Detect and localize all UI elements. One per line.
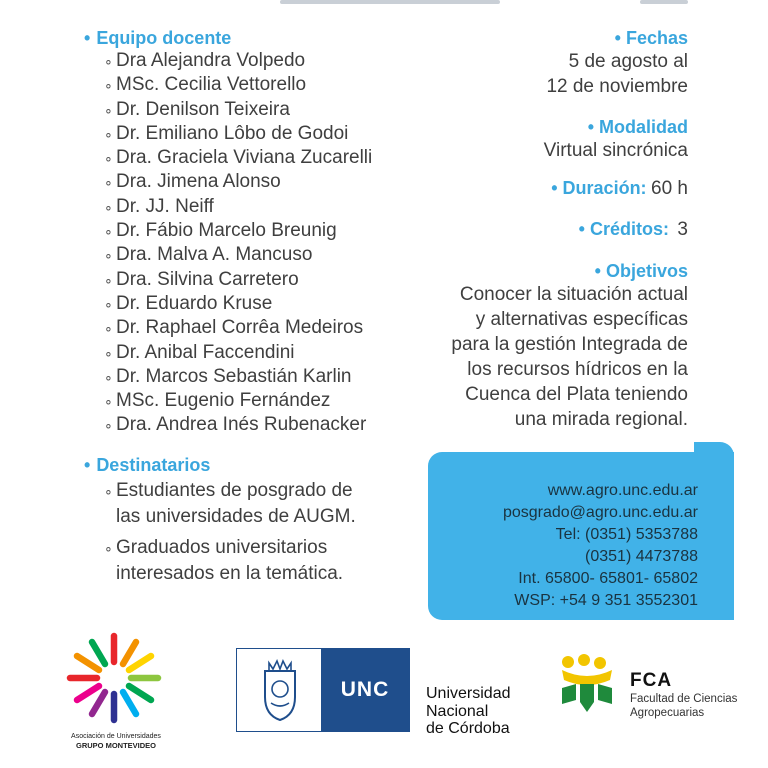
member-name: Dra Alejandra Volpedo	[116, 50, 306, 71]
member-name: Dr. Emiliano Lôbo de Godoi	[116, 122, 349, 144]
audience-heading-text: Destinatarios	[96, 455, 211, 475]
top-cropped-text	[280, 0, 500, 4]
audience-item	[104, 478, 356, 529]
duration-heading: • Duración:	[551, 178, 647, 198]
unc-short: UNC	[321, 649, 409, 731]
bullet-icon: ∘	[104, 150, 113, 167]
fca-name-line: Facultad de Ciencias	[630, 693, 738, 705]
credits-block	[579, 219, 688, 241]
contact-line: (0351) 4473788	[585, 548, 698, 565]
bullet-icon: ∘	[104, 271, 113, 288]
member-name: Dra. Malva A. Mancuso	[116, 244, 313, 266]
member-name: Dr. Anibal Faccendini	[116, 341, 295, 363]
contact-line: posgrado@agro.unc.edu.ar	[502, 504, 698, 521]
teaching-team-member	[104, 73, 372, 97]
unc-logo	[236, 648, 410, 732]
objectives-heading-text: Objetivos	[605, 261, 688, 281]
bullet-icon: ∘	[104, 101, 113, 118]
contact-line: WSP: +54 9 351 3552301	[514, 592, 698, 609]
member-name: Dr. Marcos Sebastián Karlin	[116, 365, 352, 387]
member-name: Dra. Graciela Viviana Zucarelli	[116, 147, 373, 169]
unc-name-line: de Córdoba	[426, 720, 510, 737]
teaching-team-heading-text: Equipo docente	[96, 28, 232, 48]
fca-short: FCA	[630, 670, 673, 691]
member-name: Dr. Eduardo Kruse	[116, 292, 273, 314]
member-name: Dr. Fábio Marcelo Breunig	[116, 220, 337, 242]
modality-heading-text: Modalidad	[599, 117, 688, 137]
objectives-heading: • Objetivos	[594, 261, 688, 281]
top-cropped-text-right	[640, 0, 688, 4]
bullet-icon: ∘	[104, 223, 113, 240]
teaching-team-member	[104, 316, 372, 340]
member-name: Dr. JJ. Neiff	[116, 195, 214, 217]
contact-line: Tel: (0351) 5353788	[555, 526, 698, 543]
teaching-team-member	[104, 146, 372, 170]
member-name: Dra. Silvina Carretero	[116, 268, 299, 290]
contact-line: Int. 65800- 65801- 65802	[518, 570, 698, 587]
dates-heading: • Fechas	[614, 28, 688, 48]
teaching-team-member	[104, 341, 372, 365]
member-name: Dra. Jimena Alonso	[116, 171, 281, 193]
objectives-line: Cuenca del Plata teniendo	[465, 384, 688, 405]
unc-name-line: Nacional	[426, 702, 489, 720]
member-name: Dr. Denilson Teixeira	[116, 98, 290, 120]
bullet-icon: ∘	[104, 417, 113, 434]
dates-block	[546, 28, 688, 99]
member-name: Dr. Raphael Corrêa Medeiros	[116, 317, 364, 339]
member-name: Dra. Andrea Inés Rubenacker	[116, 414, 367, 436]
duration-block	[551, 178, 688, 200]
bullet-icon: ∘	[104, 247, 113, 264]
duration-heading-text: Duración:	[562, 178, 647, 198]
bullet-icon: ∘	[104, 77, 113, 94]
bullet-icon: ∘	[104, 125, 113, 142]
objectives-line: Conocer la situación actual	[459, 284, 688, 305]
teaching-team-list	[104, 49, 372, 438]
bullet-icon: ∘	[104, 393, 113, 410]
duration-value: 60 h	[651, 178, 688, 199]
objectives-text	[451, 282, 688, 432]
modality-value: Virtual sincrónica	[543, 140, 688, 161]
bullet-icon: ∘	[104, 540, 113, 556]
unc-name-line: Universidad	[426, 685, 511, 702]
bullet-icon: ∘	[104, 368, 113, 385]
audience-item	[104, 535, 356, 586]
teaching-team-member	[104, 389, 372, 413]
objectives-line: para la gestión Integrada de	[451, 334, 688, 355]
objectives-line: y alternativas específicas	[475, 309, 688, 330]
audience-line2: las universidades de AUGM.	[116, 506, 356, 527]
augm-logo	[60, 628, 168, 728]
teaching-team-member	[104, 365, 372, 389]
unc-name	[426, 685, 510, 738]
teaching-team-member	[104, 49, 372, 73]
credits-heading-text: Créditos:	[589, 219, 669, 239]
bullet-icon: ∘	[104, 483, 113, 499]
augm-line2: GRUPO MONTEVIDEO	[75, 741, 156, 750]
dates-heading-text: Fechas	[625, 28, 688, 48]
dates-line1: 5 de agosto al	[568, 51, 688, 72]
objectives-block	[451, 261, 688, 432]
teaching-team-member	[104, 268, 372, 292]
teaching-team-member	[104, 243, 372, 267]
bullet-icon: ∘	[104, 344, 113, 361]
credits-heading: • Créditos:	[578, 219, 669, 239]
dates-line2: 12 de noviembre	[546, 76, 688, 97]
credits-value: 3	[677, 219, 688, 240]
contact-list	[503, 480, 698, 612]
member-name: MSc. Cecilia Vettorello	[116, 74, 307, 96]
teaching-team-member	[104, 292, 372, 316]
modality-block	[544, 117, 688, 163]
bullet-icon: ∘	[104, 320, 113, 337]
teaching-team-member	[104, 219, 372, 243]
teaching-team-member	[104, 98, 372, 122]
bullet-icon: ∘	[104, 174, 113, 191]
unc-crest-icon	[255, 657, 305, 723]
audience-list	[104, 478, 356, 592]
teaching-team-member	[104, 413, 372, 437]
member-name: MSc. Eugenio Fernández	[116, 390, 331, 412]
fca-name-line: Agropecuarias	[630, 707, 705, 719]
audience-heading: • Destinatarios	[84, 455, 211, 475]
audience-line2: interesados en la temática.	[116, 563, 344, 584]
teaching-team-heading: • Equipo docente	[84, 28, 232, 48]
audience-line1: Graduados universitarios	[116, 537, 328, 558]
contact-panel	[428, 452, 734, 620]
fca-name	[630, 692, 737, 720]
objectives-line: los recursos hídricos en la	[467, 359, 688, 380]
objectives-line: una mirada regional.	[514, 409, 688, 430]
modality-heading: • Modalidad	[587, 117, 688, 137]
teaching-team-member	[104, 122, 372, 146]
teaching-team-member	[104, 170, 372, 194]
bullet-icon: ∘	[104, 53, 113, 69]
bullet-icon: ∘	[104, 198, 113, 215]
fca-logo-icon	[556, 654, 618, 720]
bullet-icon: ∘	[104, 295, 113, 312]
contact-line: www.agro.unc.edu.ar	[547, 482, 698, 499]
augm-label	[64, 732, 168, 751]
augm-line1: Asociación de Universidades	[71, 733, 161, 740]
audience-line1: Estudiantes de posgrado de	[116, 480, 353, 501]
teaching-team-member	[104, 195, 372, 219]
